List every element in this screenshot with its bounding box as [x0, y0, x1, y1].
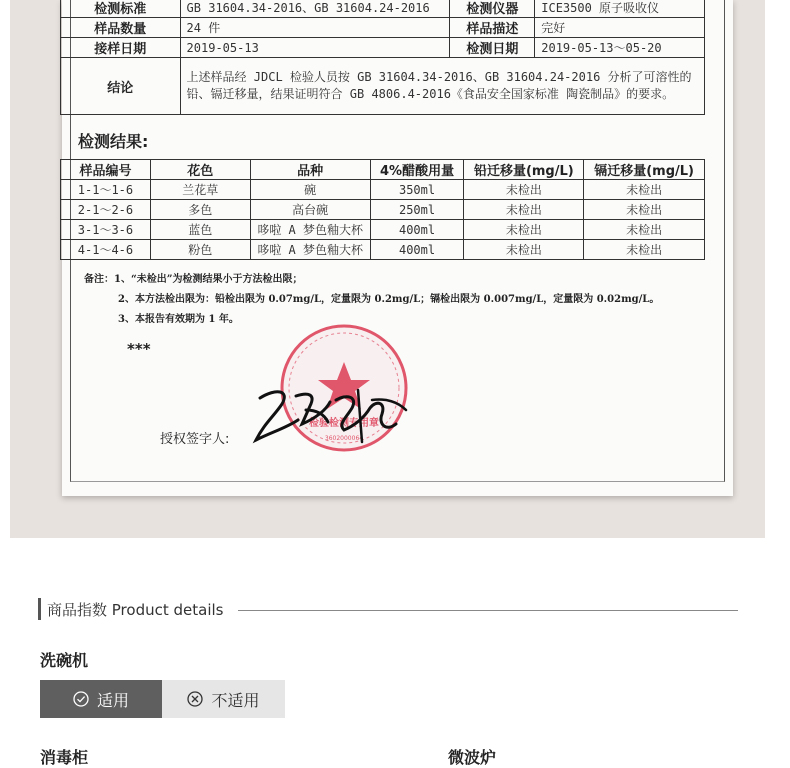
table-row [61, 220, 705, 240]
info-label: 样品描述 [450, 18, 535, 38]
table-cell: 3-1～3-6 [61, 220, 151, 240]
table-row [61, 240, 705, 260]
handwritten-signature-icon [246, 380, 416, 450]
info-value: 2019-05-13 [180, 38, 450, 58]
info-value: GB 31604.34-2016、GB 31604.24-2016 [180, 0, 450, 18]
table-cell: 未检出 [464, 220, 584, 240]
column-header: 品种 [250, 160, 370, 180]
column-header: 4%醋酸用量 [370, 160, 464, 180]
conclusion-row [61, 58, 705, 115]
dishwasher-label: 洗碗机 [40, 651, 89, 670]
table-cell: 400ml [370, 240, 464, 260]
info-value: ICE3500 原子吸收仪 [535, 0, 705, 18]
table-cell: 4-1～4-6 [61, 240, 151, 260]
table-cell: 未检出 [464, 240, 584, 260]
table-cell: 粉色 [150, 240, 250, 260]
table-cell: 250ml [370, 200, 464, 220]
conclusion-text: 上述样品经 JDCL 检验人员按 GB 31604.34-2016、GB 31604.24-2016 分析了可溶性的铅、镉迁移量，结果证明符合 GB 4806.4-2016《食品安全国家标准 陶瓷制品》的要求。 [180, 58, 704, 115]
table-cell: 碗 [250, 180, 370, 200]
table-cell: 哆啦 A 梦色釉大杯 [250, 240, 370, 260]
check-circle-icon [73, 691, 89, 707]
results-table [60, 159, 705, 260]
column-header: 花色 [150, 160, 250, 180]
conclusion-label: 结论 [61, 58, 181, 115]
info-label: 检测标准 [61, 0, 181, 18]
table-cell: 未检出 [584, 200, 705, 220]
table-cell: 未检出 [584, 180, 705, 200]
table-cell: 多色 [150, 200, 250, 220]
results-header-row [61, 160, 705, 180]
dishwasher-unsuitable-option[interactable] [162, 680, 285, 718]
microwave-label: 微波炉 [448, 748, 497, 767]
table-cell: 未检出 [584, 240, 705, 260]
info-label: 检测仪器 [450, 0, 535, 18]
table-cell: 350ml [370, 180, 464, 200]
suitable-label: 适用 [96, 690, 129, 710]
results-title: 检测结果: [78, 132, 149, 151]
table-cell: 400ml [370, 220, 464, 240]
title-bar [38, 598, 41, 620]
info-value: 2019-05-13～05-20 [535, 38, 705, 58]
redacted-stars: *** [127, 340, 151, 358]
table-cell: 未检出 [464, 180, 584, 200]
table-cell: 蓝色 [150, 220, 250, 240]
info-label: 样品数量 [61, 18, 181, 38]
table-cell: 哆啦 A 梦色釉大杯 [250, 220, 370, 240]
note-line: 2、本方法检出限为：铅检出限为 0.07mg/L，定量限为 0.2mg/L；镉检出限为 0.007mg/L，定量限为 0.02mg/L。 [118, 294, 660, 305]
signer-label: 授权签字人: [160, 432, 230, 447]
unsuitable-label: 不适用 [211, 690, 260, 710]
note-line: 3、本报告有效期为 1 年。 [118, 314, 239, 325]
dishwasher-suitable-option[interactable] [40, 680, 162, 718]
info-row [61, 0, 705, 18]
info-value: 完好 [535, 18, 705, 38]
column-header: 镉迁移量(mg/L) [584, 160, 705, 180]
table-cell: 未检出 [464, 200, 584, 220]
seal-label: 检验检测专用章 [309, 418, 379, 429]
table-row [61, 200, 705, 220]
table-cell: 1-1～1-6 [61, 180, 151, 200]
table-row [61, 180, 705, 200]
seal-number: 3602000064 [324, 435, 364, 442]
info-label: 检测日期 [450, 38, 535, 58]
section-divider [238, 610, 738, 611]
column-header: 铅迁移量(mg/L) [464, 160, 584, 180]
info-value: 24 件 [180, 18, 450, 38]
info-label: 接样日期 [61, 38, 181, 58]
table-cell: 未检出 [584, 220, 705, 240]
report-notes [84, 270, 659, 330]
cross-circle-icon [187, 691, 203, 707]
product-details-title [38, 598, 223, 620]
info-row [61, 38, 705, 58]
note-line: 备注：1、“未检出”为检测结果小于方法检出限； [84, 274, 303, 285]
info-row [61, 18, 705, 38]
table-cell: 高台碗 [250, 200, 370, 220]
table-cell: 2-1～2-6 [61, 200, 151, 220]
table-cell: 兰花草 [150, 180, 250, 200]
report-info-table [60, 0, 705, 115]
product-details-heading: 商品指数 Product details [47, 600, 224, 619]
column-header: 样品编号 [61, 160, 151, 180]
sterilizer-label: 消毒柜 [40, 748, 89, 767]
